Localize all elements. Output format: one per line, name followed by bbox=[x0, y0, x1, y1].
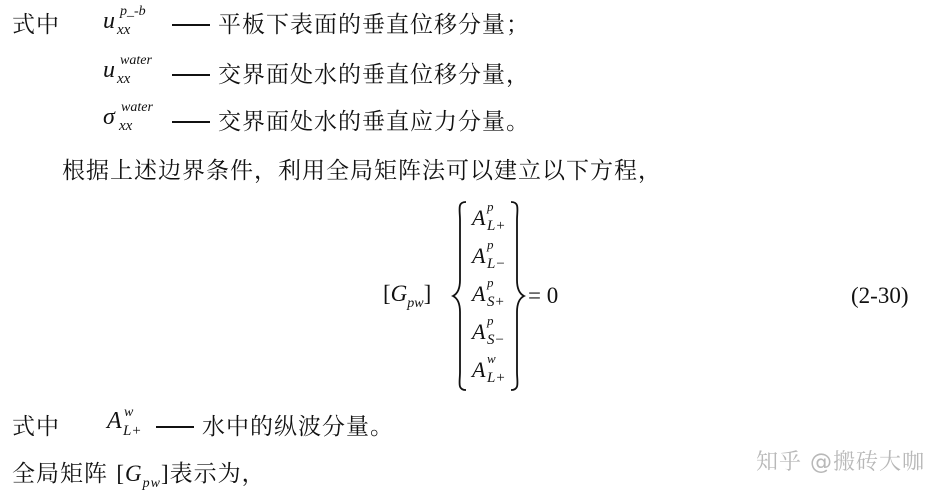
vector-entry-3: A p S+ bbox=[472, 275, 505, 310]
zhihu-watermark: 知乎 @搬砖大咖 bbox=[756, 450, 925, 475]
where-label-2: 式中 bbox=[12, 414, 60, 440]
em-dash bbox=[172, 24, 210, 26]
unknowns-vector bbox=[472, 199, 512, 390]
vector-entry-2: A p L− bbox=[472, 237, 506, 272]
equation-number: (2-30) bbox=[851, 283, 909, 308]
definition-2: 交界面处水的垂直位移分量， bbox=[166, 56, 530, 89]
paragraph-boundary-conditions: 根据上述边界条件，利用全局矩阵法可以建立以下方程， bbox=[62, 158, 662, 184]
definition-1: 平板下表面的垂直位移分量； bbox=[166, 6, 530, 39]
symbol-u-pb-xx: u p_-b xx bbox=[103, 4, 146, 38]
symbol-sigma-water-xx: σ water xx bbox=[103, 100, 153, 134]
matrix-g-pw: $[G_{pw}]$ bbox=[383, 281, 432, 311]
right-brace bbox=[508, 200, 526, 392]
symbol-a-w-l-plus: A w L+ bbox=[107, 405, 142, 439]
where-label: 式中 bbox=[12, 12, 60, 38]
em-dash bbox=[156, 426, 194, 428]
em-dash bbox=[172, 74, 210, 76]
symbol-u-water-xx: u water xx bbox=[103, 53, 152, 87]
definition-3: 交界面处水的垂直应力分量。 bbox=[166, 103, 530, 136]
vector-entry-5: A w L+ bbox=[472, 351, 506, 386]
definition-4: 水中的纵波分量。 bbox=[150, 408, 394, 441]
vector-entry-1: A p L+ bbox=[472, 199, 506, 234]
vector-entry-4: A p S− bbox=[472, 313, 505, 348]
equals-zero: = 0 bbox=[528, 283, 559, 308]
paragraph-global-matrix: 全局矩阵 $[G_{pw}]$表示为， bbox=[12, 461, 266, 491]
em-dash bbox=[172, 121, 210, 123]
left-brace bbox=[451, 200, 469, 392]
